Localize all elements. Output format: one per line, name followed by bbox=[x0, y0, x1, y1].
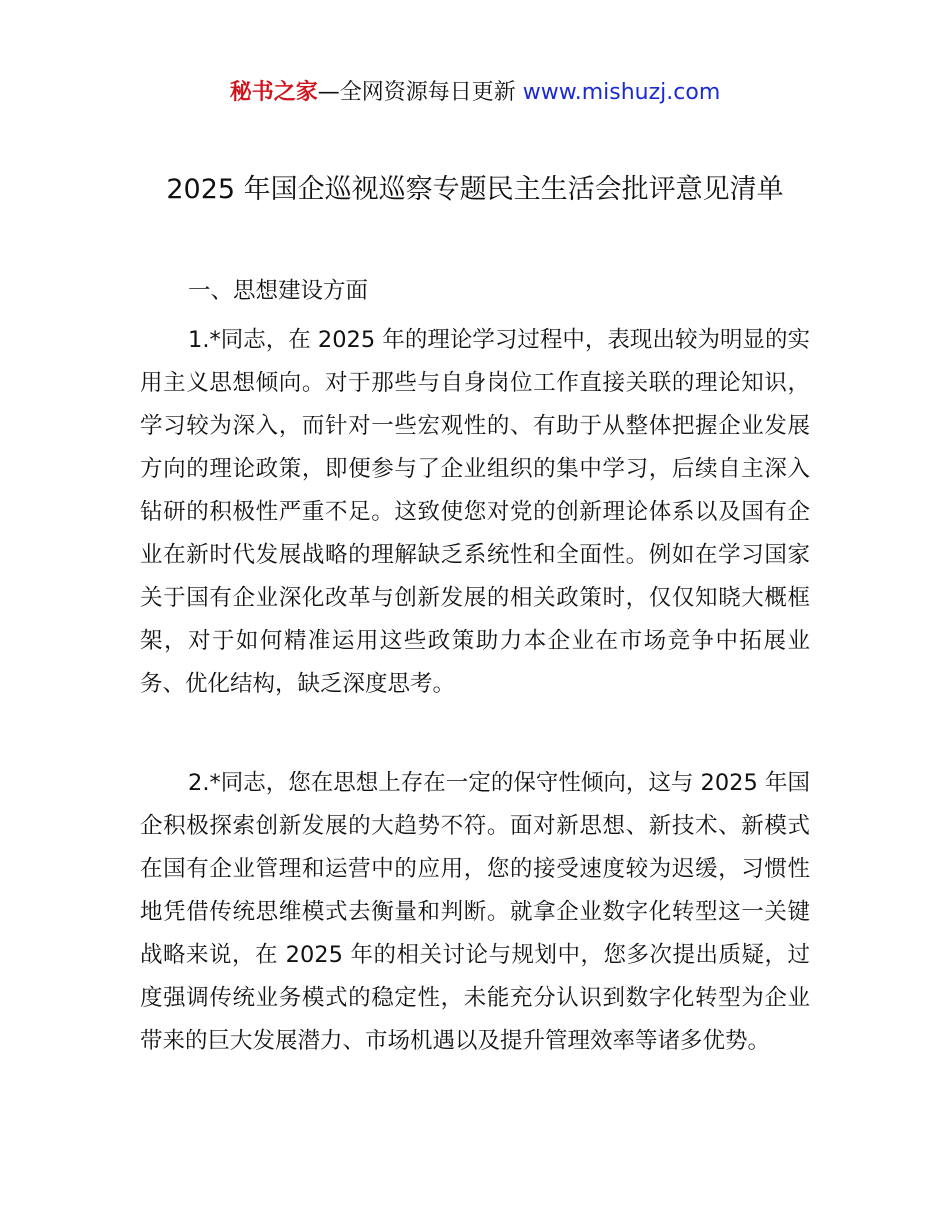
brand-name: 秘书之家 bbox=[229, 80, 318, 105]
paragraph-2: 2.*同志，您在思想上存在一定的保守性倾向，这与 2025 年国企积极探索创新发展的大趋势不符。面对新思想、新技术、新模式在国有企业管理和运营中的应用，您的接受速度较为迟缓，习惯性地凭借传统思维模式去衡量和判断。就拿企业数字化转型这一关键战略来说，在 2025 年的相关讨论与规划中，您多次提出质疑，过度强调传统业务模式的稳定性，未能充分认识到数字化转型为企业带来的巨大发展潜力、市场机遇以及提升管理效率等诸多优势。 bbox=[140, 770, 810, 1054]
site-url-link[interactable]: www.mishuzj.com bbox=[522, 80, 721, 105]
header-tagline: —全网资源每日更新 bbox=[317, 80, 523, 105]
section-heading: 一、思想建设方面 bbox=[188, 278, 369, 304]
paragraph-1: 1.*同志，在 2025 年的理论学习过程中，表现出较为明显的实用主义思想倾向。对于那些与自身岗位工作直接关联的理论知识，学习较为深入，而针对一些宏观性的、有助于从整体把握企业发展方向的理论政策，即便参与了企业组织的集中学习，后续自主深入钻研的积极性严重不足。这致使您对党的创新理论体系以及国有企业在新时代发展战略的理解缺乏系统性和全面性。例如在学习国家关于国有企业深化改革与创新发展的相关政策时，仅仅知晓大概框架，对于如何精准运用这些政策助力本企业在市场竞争中拓展业务、优化结构，缺乏深度思考。 bbox=[140, 327, 810, 697]
document-title: 2025 年国企巡视巡察专题民主生活会批评意见清单 bbox=[166, 174, 784, 205]
site-header bbox=[0, 76, 950, 110]
